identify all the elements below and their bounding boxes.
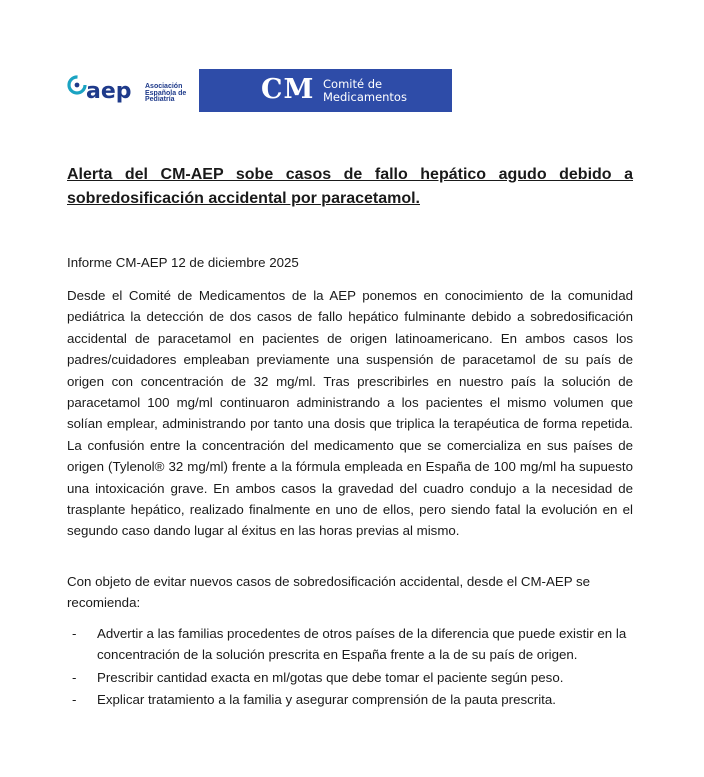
list-item-text: Advertir a las familias procedentes de otros países de la diferencia que puede existir en la concentración de la solución prescrita en España frente a la de su país de origen.: [97, 626, 627, 663]
document-header: [66, 69, 452, 112]
aep-subtitle-line: Española de: [145, 89, 187, 97]
aep-subtitle-line: Pediatría: [145, 96, 175, 103]
cm-abbrev: CM: [261, 74, 315, 105]
aep-subtitle: [145, 84, 186, 104]
list-marker: -: [72, 669, 77, 685]
paragraph-cases: Desde el Comité de Medicamentos de la AEP ponemos en conocimiento de la comunidad pediátrica la detección de dos casos de fallo hepático fulminante debido a sobredosificación accidental de paracetamol en pacientes de origen latinoamericano. En ambos casos los padres/cuidadores empleaban previamente una suspensión de paracetamol de su país de origen con concentración de 32 mg/ml. Tras prescribirles en nuestro país la solución de paracetamol 100 mg/ml continuaron administrando a los pacientes el mismo volumen que solían emplear, administrando por tanto una dosis que triplica la terapéutica de forma repetida. La confusión entre la concentración del medicamento que se comercializa en sus países de origen (Tylenol® 32 mg/ml) frente a la fórmula empleada en España de 100 mg/ml ha supuesto una intoxicación grave. En ambos casos la gravedad del cuadro condujo a la necesidad de trasplante hepático, realizado finalmente en uno de ellos, pero siendo fatal la evolución en el segundo caso dando lugar al éxitus en las horas previas al mismo.: [67, 288, 633, 539]
document-title: Alerta del CM-AEP sobe casos de fallo hepático agudo debido a sobredosificación accidental por paracetamol.: [67, 166, 633, 207]
list-item: [67, 689, 633, 710]
list-item-text: Prescribir cantidad exacta en ml/gotas que debe tomar el paciente según peso.: [97, 669, 564, 685]
cm-banner: [199, 69, 452, 112]
list-item: [67, 623, 633, 666]
aep-logo-mark: [66, 71, 146, 111]
list-marker: -: [72, 626, 77, 641]
aep-subtitle-line: Asociación: [145, 83, 183, 90]
list-marker: -: [72, 692, 77, 708]
cm-name: [323, 78, 407, 104]
cm-name-line: Comité de: [323, 77, 383, 91]
aep-wordmark: aep: [86, 79, 132, 104]
recommendation-list: [67, 623, 633, 712]
list-item-text: Explicar tratamiento a la familia y asegurar comprensión de la pauta prescrita.: [97, 692, 556, 708]
cm-name-line: Medicamentos: [323, 90, 407, 104]
list-item: [67, 667, 633, 688]
paragraph-recommendation-intro: Con objeto de evitar nuevos casos de sobredosificación accidental, desde el CM-AEP se recomienda:: [67, 574, 591, 611]
report-line: Informe CM-AEP 12 de diciembre 2025: [67, 255, 299, 270]
aep-logo: [66, 69, 196, 112]
